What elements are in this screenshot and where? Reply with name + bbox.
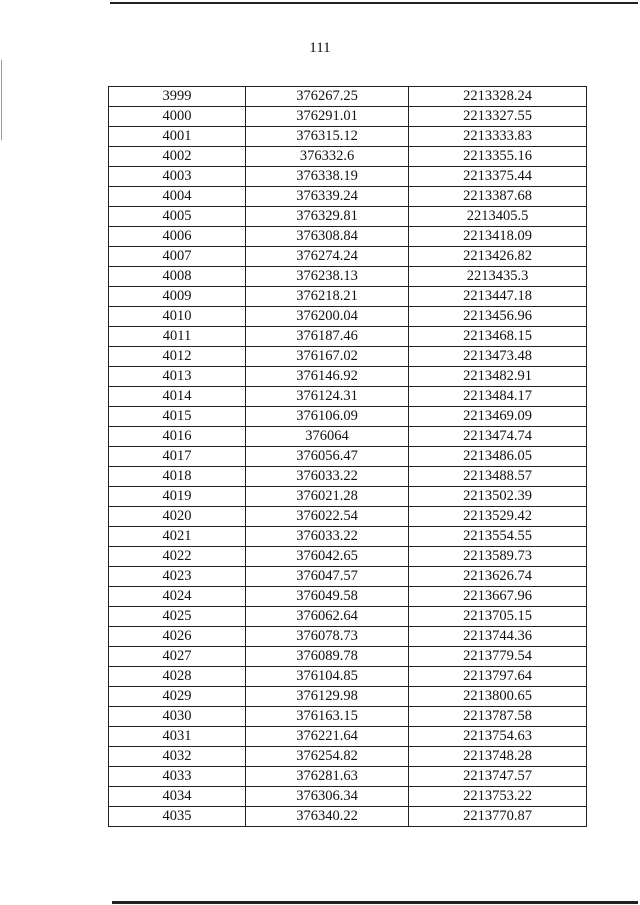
point-number-cell: 4024 [109, 587, 246, 607]
x-coordinate-cell: 376254.82 [246, 747, 409, 767]
table-row [109, 347, 587, 367]
table-row [109, 647, 587, 667]
y-coordinate-cell: 2213589.73 [409, 547, 587, 567]
y-coordinate-cell: 2213747.57 [409, 767, 587, 787]
y-coordinate-cell: 2213787.58 [409, 707, 587, 727]
y-coordinate-cell: 2213502.39 [409, 487, 587, 507]
table-row [109, 527, 587, 547]
point-number-cell: 4014 [109, 387, 246, 407]
bottom-border-line [112, 901, 638, 904]
y-coordinate-cell: 2213770.87 [409, 807, 587, 827]
x-coordinate-cell: 376267.25 [246, 87, 409, 107]
point-number-cell: 4031 [109, 727, 246, 747]
x-coordinate-cell: 376238.13 [246, 267, 409, 287]
page-number: 111 [309, 40, 331, 56]
table-row [109, 227, 587, 247]
table-row [109, 207, 587, 227]
top-border-line [110, 2, 638, 4]
table-row [109, 547, 587, 567]
point-number-cell: 4000 [109, 107, 246, 127]
x-coordinate-cell: 376291.01 [246, 107, 409, 127]
table-row [109, 287, 587, 307]
table-row [109, 407, 587, 427]
table-row [109, 747, 587, 767]
y-coordinate-cell: 2213800.65 [409, 687, 587, 707]
y-coordinate-cell: 2213626.74 [409, 567, 587, 587]
x-coordinate-cell: 376089.78 [246, 647, 409, 667]
x-coordinate-cell: 376218.21 [246, 287, 409, 307]
point-number-cell: 4009 [109, 287, 246, 307]
table-row [109, 487, 587, 507]
table-row [109, 587, 587, 607]
point-number-cell: 4030 [109, 707, 246, 727]
x-coordinate-cell: 376338.19 [246, 167, 409, 187]
y-coordinate-cell: 2213426.82 [409, 247, 587, 267]
table-row [109, 467, 587, 487]
point-number-cell: 4012 [109, 347, 246, 367]
x-coordinate-cell: 376064 [246, 427, 409, 447]
x-coordinate-cell: 376124.31 [246, 387, 409, 407]
table-row [109, 627, 587, 647]
y-coordinate-cell: 2213435.3 [409, 267, 587, 287]
x-coordinate-cell: 376315.12 [246, 127, 409, 147]
y-coordinate-cell: 2213328.24 [409, 87, 587, 107]
table-row [109, 367, 587, 387]
x-coordinate-cell: 376049.58 [246, 587, 409, 607]
y-coordinate-cell: 2213705.15 [409, 607, 587, 627]
x-coordinate-cell: 376033.22 [246, 467, 409, 487]
y-coordinate-cell: 2213797.64 [409, 667, 587, 687]
x-coordinate-cell: 376281.63 [246, 767, 409, 787]
x-coordinate-cell: 376163.15 [246, 707, 409, 727]
point-number-cell: 3999 [109, 87, 246, 107]
point-number-cell: 4017 [109, 447, 246, 467]
table-row [109, 187, 587, 207]
x-coordinate-cell: 376129.98 [246, 687, 409, 707]
y-coordinate-cell: 2213468.15 [409, 327, 587, 347]
table-row [109, 727, 587, 747]
y-coordinate-cell: 2213488.57 [409, 467, 587, 487]
point-number-cell: 4013 [109, 367, 246, 387]
point-number-cell: 4018 [109, 467, 246, 487]
point-number-cell: 4029 [109, 687, 246, 707]
x-coordinate-cell: 376329.81 [246, 207, 409, 227]
y-coordinate-cell: 2213456.96 [409, 307, 587, 327]
point-number-cell: 4003 [109, 167, 246, 187]
point-number-cell: 4019 [109, 487, 246, 507]
table-row [109, 167, 587, 187]
x-coordinate-cell: 376056.47 [246, 447, 409, 467]
y-coordinate-cell: 2213355.16 [409, 147, 587, 167]
x-coordinate-cell: 376274.24 [246, 247, 409, 267]
table-row [109, 807, 587, 827]
table-row [109, 767, 587, 787]
y-coordinate-cell: 2213469.09 [409, 407, 587, 427]
y-coordinate-cell: 2213744.36 [409, 627, 587, 647]
table-row [109, 427, 587, 447]
x-coordinate-cell: 376104.85 [246, 667, 409, 687]
table-row [109, 107, 587, 127]
y-coordinate-cell: 2213387.68 [409, 187, 587, 207]
y-coordinate-cell: 2213375.44 [409, 167, 587, 187]
point-number-cell: 4034 [109, 787, 246, 807]
point-number-cell: 4035 [109, 807, 246, 827]
point-number-cell: 4020 [109, 507, 246, 527]
y-coordinate-cell: 2213667.96 [409, 587, 587, 607]
table-row [109, 327, 587, 347]
table-row [109, 507, 587, 527]
left-scan-edge [1, 60, 2, 140]
x-coordinate-cell: 376167.02 [246, 347, 409, 367]
table-row [109, 307, 587, 327]
y-coordinate-cell: 2213405.5 [409, 207, 587, 227]
y-coordinate-cell: 2213554.55 [409, 527, 587, 547]
y-coordinate-cell: 2213473.48 [409, 347, 587, 367]
y-coordinate-cell: 2213529.42 [409, 507, 587, 527]
table-row [109, 267, 587, 287]
table-row [109, 707, 587, 727]
x-coordinate-cell: 376306.34 [246, 787, 409, 807]
y-coordinate-cell: 2213486.05 [409, 447, 587, 467]
point-number-cell: 4028 [109, 667, 246, 687]
table-row [109, 247, 587, 267]
point-number-cell: 4021 [109, 527, 246, 547]
x-coordinate-cell: 376078.73 [246, 627, 409, 647]
x-coordinate-cell: 376022.54 [246, 507, 409, 527]
y-coordinate-cell: 2213484.17 [409, 387, 587, 407]
table-row [109, 567, 587, 587]
y-coordinate-cell: 2213748.28 [409, 747, 587, 767]
x-coordinate-cell: 376221.64 [246, 727, 409, 747]
x-coordinate-cell: 376042.65 [246, 547, 409, 567]
point-number-cell: 4033 [109, 767, 246, 787]
point-number-cell: 4026 [109, 627, 246, 647]
table-body [109, 87, 587, 827]
point-number-cell: 4022 [109, 547, 246, 567]
y-coordinate-cell: 2213418.09 [409, 227, 587, 247]
table-row [109, 127, 587, 147]
y-coordinate-cell: 2213474.74 [409, 427, 587, 447]
x-coordinate-cell: 376187.46 [246, 327, 409, 347]
y-coordinate-cell: 2213482.91 [409, 367, 587, 387]
x-coordinate-cell: 376339.24 [246, 187, 409, 207]
y-coordinate-cell: 2213447.18 [409, 287, 587, 307]
point-number-cell: 4032 [109, 747, 246, 767]
x-coordinate-cell: 376021.28 [246, 487, 409, 507]
point-number-cell: 4004 [109, 187, 246, 207]
point-number-cell: 4025 [109, 607, 246, 627]
point-number-cell: 4010 [109, 307, 246, 327]
table-row [109, 147, 587, 167]
x-coordinate-cell: 376146.92 [246, 367, 409, 387]
table-row [109, 687, 587, 707]
point-number-cell: 4023 [109, 567, 246, 587]
point-number-cell: 4016 [109, 427, 246, 447]
table-row [109, 787, 587, 807]
x-coordinate-cell: 376332.6 [246, 147, 409, 167]
table-row [109, 87, 587, 107]
x-coordinate-cell: 376340.22 [246, 807, 409, 827]
y-coordinate-cell: 2213779.54 [409, 647, 587, 667]
x-coordinate-cell: 376200.04 [246, 307, 409, 327]
point-number-cell: 4011 [109, 327, 246, 347]
y-coordinate-cell: 2213753.22 [409, 787, 587, 807]
x-coordinate-cell: 376308.84 [246, 227, 409, 247]
table-row [109, 667, 587, 687]
y-coordinate-cell: 2213333.83 [409, 127, 587, 147]
y-coordinate-cell: 2213754.63 [409, 727, 587, 747]
coordinates-table [108, 86, 587, 827]
point-number-cell: 4001 [109, 127, 246, 147]
point-number-cell: 4007 [109, 247, 246, 267]
point-number-cell: 4002 [109, 147, 246, 167]
x-coordinate-cell: 376033.22 [246, 527, 409, 547]
point-number-cell: 4006 [109, 227, 246, 247]
point-number-cell: 4005 [109, 207, 246, 227]
table-row [109, 607, 587, 627]
x-coordinate-cell: 376062.64 [246, 607, 409, 627]
table-row [109, 447, 587, 467]
x-coordinate-cell: 376047.57 [246, 567, 409, 587]
y-coordinate-cell: 2213327.55 [409, 107, 587, 127]
point-number-cell: 4008 [109, 267, 246, 287]
point-number-cell: 4027 [109, 647, 246, 667]
x-coordinate-cell: 376106.09 [246, 407, 409, 427]
point-number-cell: 4015 [109, 407, 246, 427]
coordinates-table-container [108, 86, 586, 827]
table-row [109, 387, 587, 407]
